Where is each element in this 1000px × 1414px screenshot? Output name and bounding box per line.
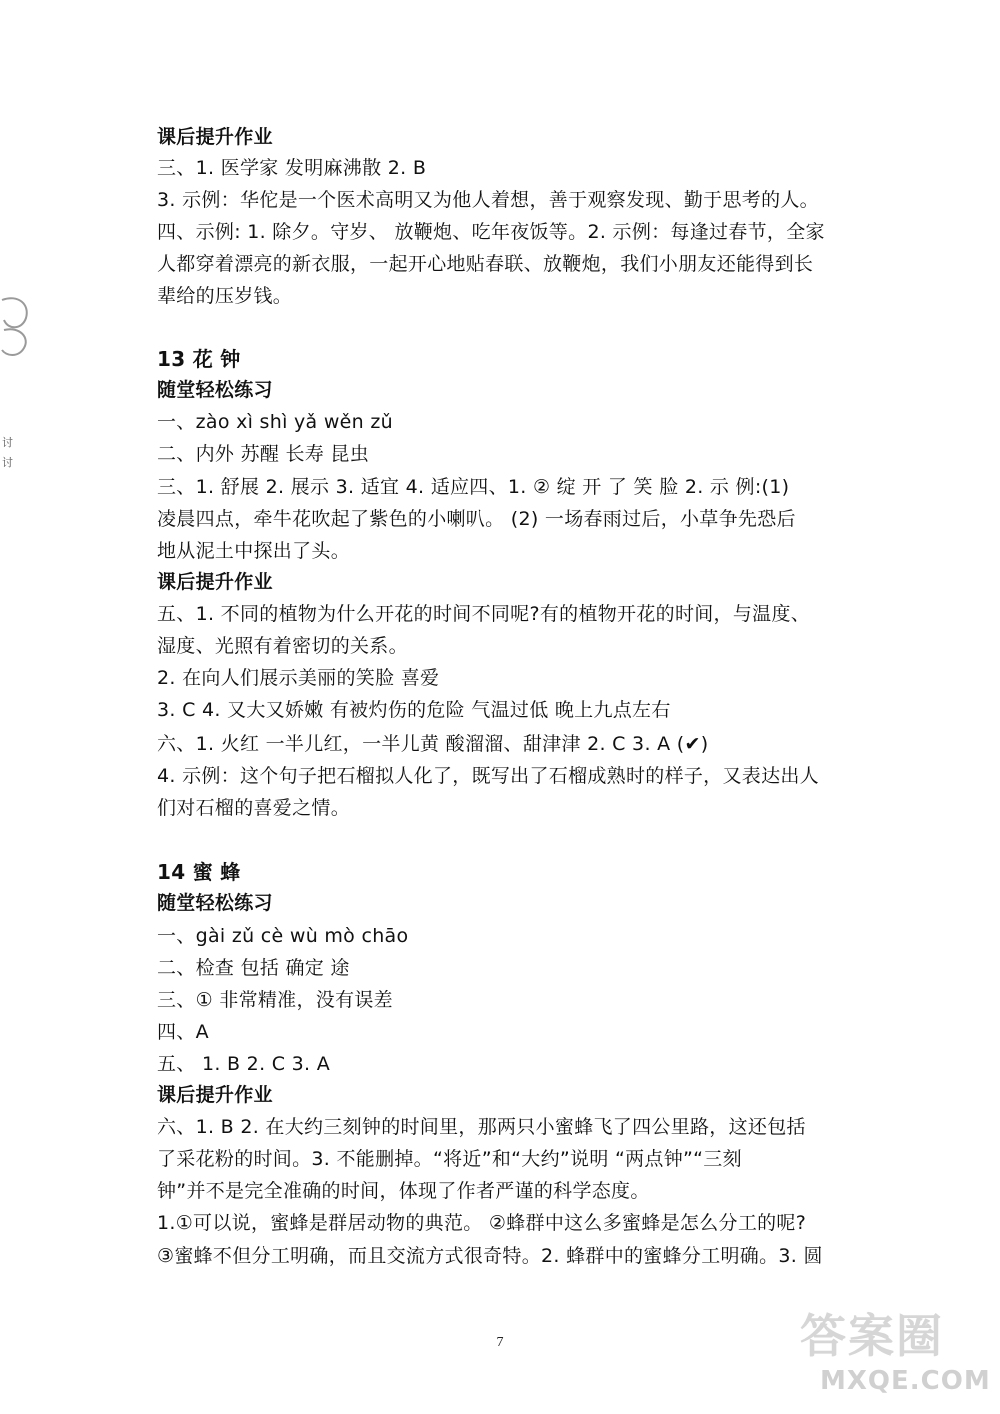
watermark-logo: 答案圈: [800, 1309, 944, 1363]
section-heading-practice: 随堂轻松练习: [157, 379, 273, 401]
answer-line: 六、1. 火红 一半儿红，一半儿黄 酸溜溜、甜津津 2. C 3. A (✔): [157, 733, 709, 755]
answer-line: 辈给的压岁钱。: [157, 285, 293, 307]
answer-line: 2. 在向人们展示美丽的笑脸 喜爱: [157, 667, 440, 689]
answer-line: 3. 示例：华佗是一个医术高明又为他人着想，善于观察发现、勤于思考的人。: [157, 189, 819, 211]
answer-line: 地从泥土中探出了头。: [157, 540, 351, 562]
answer-line: 五、 1. B 2. C 3. A: [157, 1053, 331, 1075]
answer-line: 一、zào xì shì yǎ wěn zǔ: [157, 411, 393, 433]
answer-line: 们对石榴的喜爱之情。: [157, 797, 351, 819]
answer-line: 四、示例: 1. 除夕。守岁、 放鞭炮、吃年夜饭等。2. 示例：每逢过春节，全家: [157, 221, 825, 243]
watermark: [800, 1300, 990, 1410]
answer-line: 三、1. 舒展 2. 展示 3. 适宜 4. 适应四、1. ② 绽 开 了 笑 脸 2. 示 例:(1): [157, 476, 790, 498]
answer-line: 三、1. 医学家 发明麻沸散 2. B: [157, 157, 427, 179]
margin-char: 讨: [2, 456, 13, 469]
answer-line: 二、检查 包括 确定 途: [157, 957, 350, 979]
answer-line: ③蜜蜂不但分工明确，而且交流方式很奇特。2. 蜂群中的蜜蜂分工明确。3. 圆: [157, 1245, 823, 1267]
binding-ring-mark: [0, 290, 34, 370]
answer-line: 六、1. B 2. 在大约三刻钟的时间里，那两只小蜜蜂飞了四公里路，这还包括: [157, 1116, 806, 1138]
answer-line: 三、① 非常精准，没有误差: [157, 989, 393, 1011]
answer-line: 五、1. 不同的植物为什么开花的时间不同呢?有的植物开花的时间，与温度、: [157, 603, 811, 625]
lesson-title: 13 花 钟: [157, 347, 241, 371]
watermark-url: MXQE.COM: [820, 1366, 991, 1396]
lesson-title: 14 蜜 蜂: [157, 860, 241, 884]
section-heading-homework: 课后提升作业: [157, 1084, 273, 1106]
answer-line: 钟”并不是完全准确的时间，体现了作者严谨的科学态度。: [157, 1180, 650, 1202]
section-heading-homework: 课后提升作业: [157, 571, 273, 593]
margin-char: 讨: [2, 436, 13, 449]
answer-line: 凌晨四点，牵牛花吹起了紫色的小喇叭。 (2) 一场春雨过后，小草争先恐后: [157, 508, 796, 530]
answer-line: 1.①可以说，蜜蜂是群居动物的典范。 ②蜂群中这么多蜜蜂是怎么分工的呢?: [157, 1212, 807, 1234]
answer-line: 二、内外 苏醒 长寿 昆虫: [157, 443, 370, 465]
section-heading-practice: 随堂轻松练习: [157, 892, 273, 914]
answer-line: 了采花粉的时间。3. 不能删掉。“将近”和“大约”说明 “两点钟”“三刻: [157, 1148, 742, 1170]
answer-line: 湿度、光照有着密切的关系。: [157, 635, 408, 657]
answer-line: 四、A: [157, 1021, 209, 1043]
section-heading-homework: 课后提升作业: [157, 126, 273, 148]
answer-line: 4. 示例：这个句子把石榴拟人化了，既写出了石榴成熟时的样子，又表达出人: [157, 765, 819, 787]
answer-line: 人都穿着漂亮的新衣服，一起开心地贴春联、放鞭炮，我们小朋友还能得到长: [157, 253, 814, 275]
answer-line: 3. C 4. 又大又娇嫩 有被灼伤的危险 气温过低 晚上九点左右: [157, 699, 671, 721]
page-number: 7: [496, 1335, 504, 1350]
answer-line: 一、gài zǔ cè wù mò chāo: [157, 925, 409, 947]
